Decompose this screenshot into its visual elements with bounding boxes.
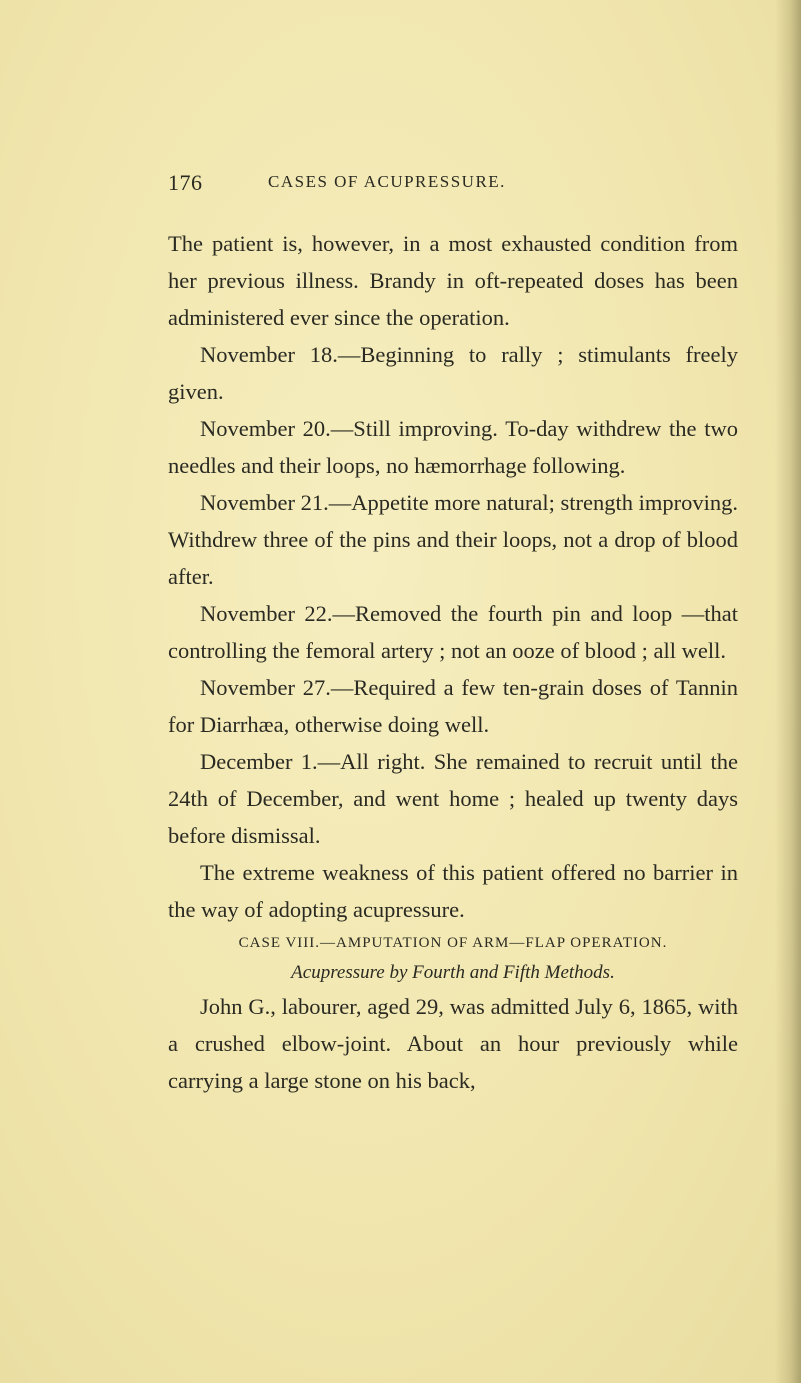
body-text	[168, 225, 738, 1099]
paragraph: John G., labourer, aged 29, was admitted July 6, 1865, with a crushed elbow-joint. About an hour previously while carrying a large stone on his back,	[168, 994, 738, 1093]
paragraph: The patient is, however, in a most exhausted condition from her previous illness. Brandy in oft-repeated doses has been administered ever since the operation.	[168, 231, 738, 330]
paragraph: November 20.—Still improving. To-day withdrew the two needles and their loops, no hæmorrhage following.	[168, 416, 738, 478]
paragraph: The extreme weakness of this patient offered no barrier in the way of adopting acupressure.	[168, 860, 738, 922]
page-edge-shadow	[775, 0, 801, 1383]
paragraph: December 1.—All right. She remained to recruit until the 24th of December, and went home ; healed up twenty days before dismissal.	[168, 749, 738, 848]
paragraph: November 18.—Beginning to rally ; stimulants freely given.	[168, 342, 738, 404]
paragraph: November 21.—Appetite more natural; strength improving. Withdrew three of the pins and their loops, not a drop of blood after.	[168, 490, 739, 589]
paragraph: November 27.—Required a few ten-grain doses of Tannin for Diarrhæa, otherwise doing well.	[168, 675, 738, 737]
case-heading: CASE VIII.—AMPUTATION OF ARM—FLAP OPERATION.	[238, 935, 668, 951]
running-head: CASES OF ACUPRESSURE.	[268, 172, 506, 191]
page-number: 176	[168, 170, 203, 195]
page-header	[168, 170, 588, 200]
case-subheading: Acupressure by Fourth and Fifth Methods.	[291, 962, 615, 983]
paragraph: November 22.—Removed the fourth pin and loop —that controlling the femoral artery ; not an ooze of blood ; all well.	[168, 601, 738, 663]
